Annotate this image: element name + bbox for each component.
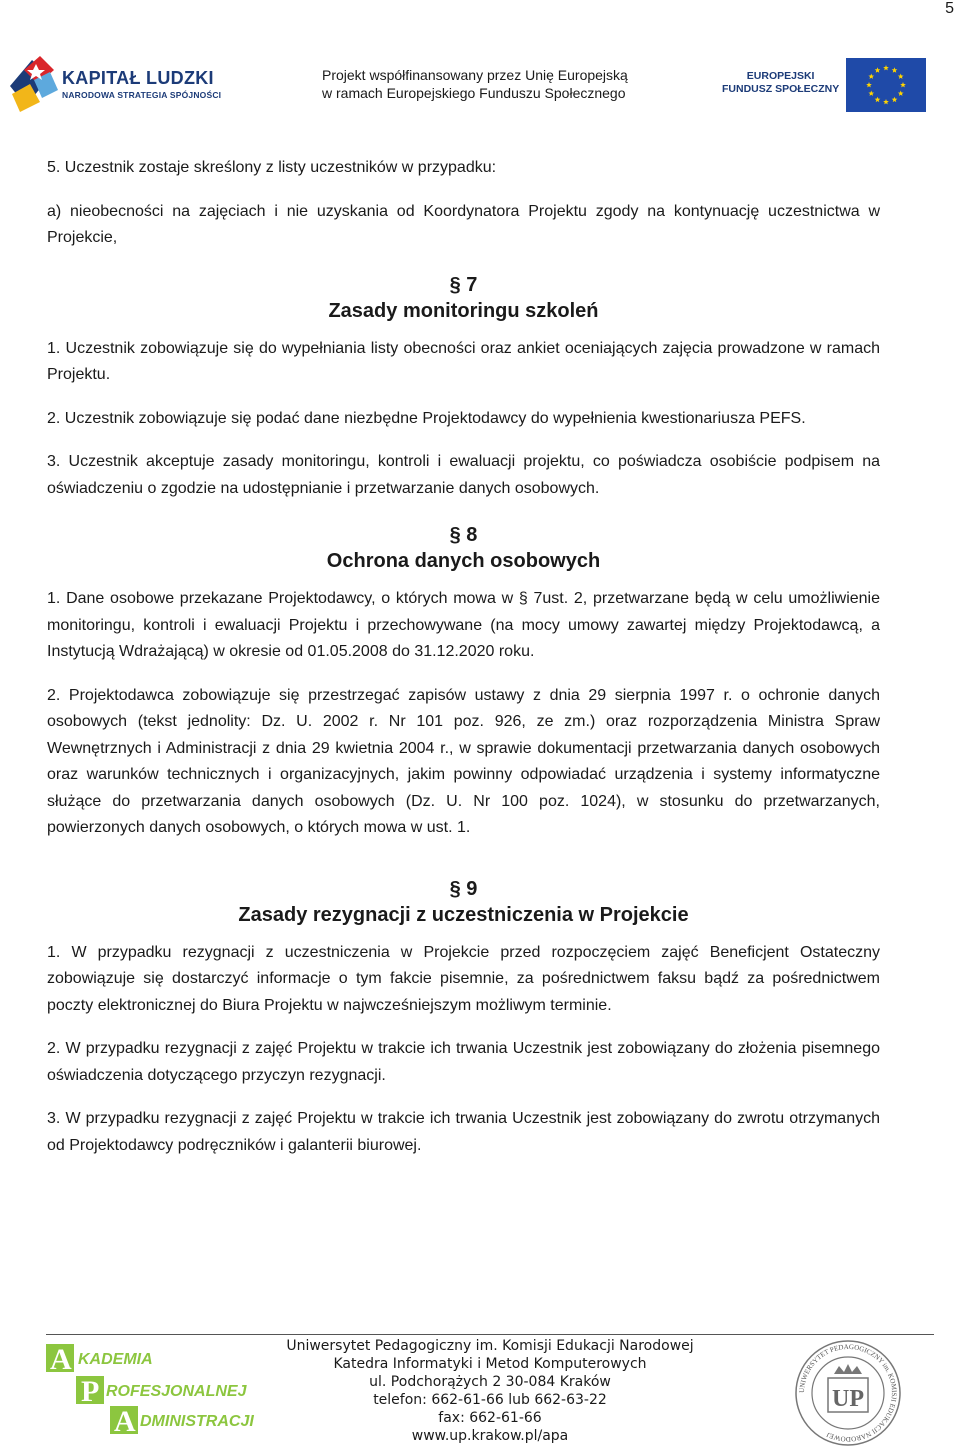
- page-header: [0, 44, 960, 124]
- up-seal-ring-text: UNIWERSYTET PEDAGOGICZNY im. KOMISJI EDUKACJI NARODOWEJ: [797, 1342, 899, 1444]
- section-8-point-2: 2. Projektodawca zobowiązuje się przestrzegać zapisów ustawy z dnia 29 sierpnia 1997 r. o ochronie danych osobowych (tekst jednolity: Dz. U. 2002 r. Nr 101 poz. 926, ze zm.) oraz rozporządzenia Ministra Spraw Wewnętrznych i Administracji z dnia 29 kwietnia 2004 r., w sprawie dokumentacji przetwarzania danych osobowych oraz warunków technicznych i organizacyjnych, jakim powinny odpowiadać urządzenia i systemy informatyczne służące do przetwarzania danych osobowych (Dz. U. Nr 100 poz. 1024), w stosunku do przetwarzanych, powierzonych danych osobowych, o których mowa w ust. 1.: [47, 686, 880, 836]
- section-9-point-1: 1. W przypadku rezygnacji z uczestniczenia w Projekcie przed rozpoczęciem zajęć Beneficjent Ostateczny zobowiązuje się dostarczyć informacje o tym fakcie pisemnie, za pośrednictwem faksu bądź za pośrednictwem poczty elektronicznej do Biura Projektu w najwcześniejszym możliwym terminie.: [47, 943, 880, 1014]
- svg-text:P: P: [81, 1375, 100, 1408]
- section-7-point-1: 1. Uczestnik zobowiązuje się do wypełniania listy obecności oraz ankiet oceniających zajęcia prowadzone w ramach Projektu.: [47, 339, 880, 383]
- footer-street: ul. Podchorążych 2 30-084 Kraków: [369, 1374, 611, 1390]
- section-7-title: Zasady monitoringu szkoleń: [328, 299, 599, 322]
- footer-divider: [46, 1334, 934, 1335]
- footer-university: Uniwersytet Pedagogiczny im. Komisji Edukacji Narodowej: [286, 1338, 694, 1354]
- uniwersytet-pedagogiczny-seal: [792, 1338, 904, 1448]
- svg-text:A: A: [114, 1405, 136, 1438]
- page-number: 5: [945, 0, 954, 17]
- efs-line-2: FUNDUSZ SPOŁECZNY: [722, 83, 840, 95]
- efs-label: [722, 70, 839, 96]
- section-9-title: Zasady rezygnacji z uczestniczenia w Projekcie: [238, 903, 689, 926]
- footer-department: Katedra Informatyki i Metod Komputerowych: [333, 1356, 647, 1372]
- akademia-profesjonalnej-administracji-logo: [44, 1340, 264, 1440]
- cofinancing-note: [322, 66, 628, 102]
- up-seal-letters: UP: [832, 1386, 864, 1412]
- footer-website: www.up.krakow.pl/apa: [411, 1428, 569, 1444]
- section-9-point-3: 3. W przypadku rezygnacji z zajęć Projektu w trakcie ich trwania Uczestnik jest zobowiązany do zwrotu otrzymanych od Projektodawcy podręczników i galanterii biurowej.: [47, 1110, 880, 1154]
- efs-line-1: EUROPEJSKI: [746, 70, 815, 82]
- kl-logo-subtitle: NARODOWA STRATEGIA SPÓJNOŚCI: [62, 90, 222, 100]
- svg-text:A: A: [50, 1343, 72, 1376]
- section-8-number: § 8: [449, 524, 478, 546]
- paragraph-removal-intro: 5. Uczestnik zostaje skreślony z listy uczestników w przypadku:: [47, 159, 497, 176]
- kl-logo-title: KAPITAŁ LUDZKI: [62, 68, 214, 88]
- section-8-point-1: 1. Dane osobowe przekazane Projektodawcy, o których mowa w § 7ust. 2, przetwarzane będą w celu umożliwienie monitoringu, kontroli i ewaluacji Projektu i przechowywane (na mocy umowy zawartej między Projektodawcą, a Instytucją Wdrażającą) w okresie od 01.05.2008 do 31.12.2020 roku.: [47, 590, 880, 660]
- eu-flag-icon: [846, 58, 926, 112]
- apa-logo-line-1: KADEMIA: [78, 1351, 153, 1368]
- section-7-point-2: 2. Uczestnik zobowiązuje się podać dane niezbędne Projektodawcy do wypełnienia kwestionariusza PEFS.: [47, 409, 806, 427]
- section-9-point-2: 2. W przypadku rezygnacji z zajęć Projektu w trakcie ich trwania Uczestnik jest zobowiązany do złożenia pisemnego oświadczenia dotyczącego przyczyn rezygnacji.: [47, 1040, 880, 1084]
- footer-fax: fax: 662-61-66: [438, 1410, 542, 1426]
- document-body: [47, 155, 880, 1159]
- section-9-number: § 9: [449, 877, 478, 900]
- cofinancing-line-2: w ramach Europejskiego Funduszu Społecznego: [322, 85, 626, 101]
- section-7-heading: [47, 272, 880, 324]
- apa-logo-line-2: ROFESJONALNEJ: [106, 1383, 247, 1400]
- paragraph-removal-a: a) nieobecności na zajęciach i nie uzyskania od Koordynatora Projektu zgody na kontynuację uczestnictwa w Projekcie,: [47, 202, 880, 246]
- footer-phone: telefon: 662-61-66 lub 662-63-22: [373, 1392, 607, 1408]
- section-8-heading: [47, 522, 880, 574]
- footer-address: [260, 1337, 720, 1445]
- section-7-number: § 7: [449, 273, 478, 296]
- section-8-title: Ochrona danych osobowych: [326, 550, 601, 572]
- apa-logo-line-3: DMINISTRACJI: [140, 1413, 254, 1430]
- section-7-point-3: 3. Uczestnik akceptuje zasady monitoringu, kontroli i ewaluacji projektu, co poświadcza osobiście podpisem na oświadczeniu o zgodzie na udostępnianie i przetwarzanie danych osobowych.: [47, 453, 880, 497]
- section-9-heading: [47, 876, 880, 928]
- cofinancing-line-1: Projekt współfinansowany przez Unię Europejską: [322, 67, 628, 83]
